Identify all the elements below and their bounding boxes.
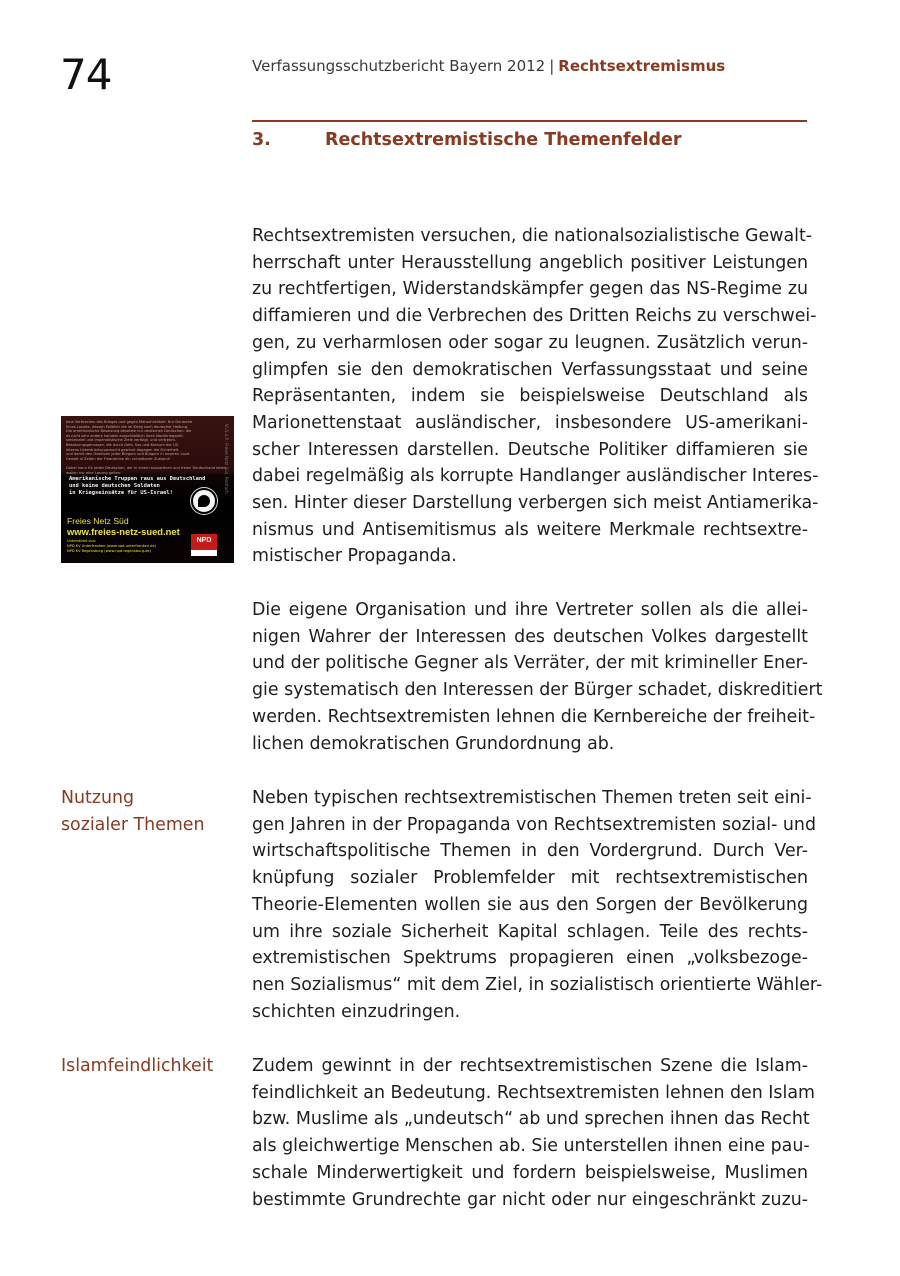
text-line: schichten einzudringen. (252, 1001, 461, 1022)
supporter-line: NPD KV Unterfranken (www.npd-unterfranken.de) (67, 543, 157, 548)
text-line: herrschaft unter Herausstellung angeblich positiver Leistungen (252, 252, 808, 273)
header-rule (252, 120, 807, 122)
text-line: scher Interessen darstellen. Deutsche Politiker diffamieren sie (252, 439, 808, 460)
flyer-text-line: Die amerikanische Besatzung besetzte nur deutschen Deutschen, die (66, 429, 192, 434)
text-line: extremistischen Spektrums propagieren einen „volksbezoge- (252, 948, 808, 969)
text-line: lichen demokratischen Grundordnung ab. (252, 733, 615, 754)
margin-note-line: sozialer Themen (61, 814, 205, 835)
text-line: wirtschaftspolitische Themen in den Vordergrund. Durch Ver- (252, 841, 808, 862)
flyer-slogan (69, 476, 205, 497)
margin-note (61, 785, 205, 838)
text-line: glimpfen sie den demokratischen Verfassungsstaat und seine (252, 359, 808, 380)
text-line: Rechtsextremisten versuchen, die nationalsozialistische Gewalt- (252, 226, 813, 246)
text-line: gen, zu verharmlosen oder sogar zu leugnen. Zusätzlich verun- (252, 332, 808, 353)
text-line: mistischer Propaganda. (252, 546, 457, 567)
flyer-text-line: Eines Landes, dessen Politiker die im Krieg nach deutscher Haltung. (66, 424, 189, 429)
flyer-url: www.freies-netz-sued.net (67, 526, 180, 537)
text-line: um ihre soziale Sicherheit Kapital schlagen. Teile des rechts- (252, 921, 808, 942)
slogan-line: und keine deutschen Soldaten (69, 483, 160, 489)
text-line: diffamieren und die Verbrechen des Dritten Reichs zu verschwei- (252, 306, 817, 327)
flyer-text-line: Daher kann für jeden Deutschen, der in einem souveränen und freien Deutschland leben (66, 465, 226, 470)
flyer-text-line: letzens Unterdrückungsmacht gewinnt dagegen die Sicherheit. (66, 447, 180, 452)
heading-title: Rechtsextremistische Themenfelder (325, 130, 682, 150)
supporter-line: NPD KV Regensburg (www.npd-regensburg.de) (67, 548, 152, 553)
text-line: und der politische Gegner als Verräter, der mit krimineller Ener- (252, 653, 808, 674)
circle-logo-icon (191, 488, 217, 514)
text-line: nismus und Antisemitismus als weitere Merkmale rechtsextre- (252, 519, 808, 540)
body-paragraph (252, 597, 823, 757)
body-paragraph (252, 785, 823, 1025)
npd-logo: NPD (191, 534, 217, 556)
margin-note (61, 1053, 213, 1080)
publication-title: Verfassungsschutzbericht Bayern 2012 (252, 57, 546, 75)
text-line: schale Minderwertigkeit und fordern beispielsweise, Muslimen (252, 1162, 808, 1183)
text-line: zu rechtfertigen, Widerstandskämpfer gegen das NS-Regime zu (252, 279, 808, 300)
flyer-org-name: Freies Netz Süd (67, 516, 129, 526)
text-line: Neben typischen rechtsextremistischen Themen treten seit eini- (252, 788, 812, 808)
chapter-heading (252, 130, 682, 150)
section-title: Rechtsextremismus (558, 57, 726, 75)
flyer-text-line: wollen nur eine Losung gelten: (66, 470, 122, 475)
slogan-line: Amerikanische Truppen raus aus Deutschland (69, 476, 206, 482)
text-line: bzw. Muslime als „undeutsch“ ab und sprechen ihnen das Recht (252, 1109, 810, 1130)
flyer-side-text: V.i.S.d.P.: Freies Netz Süd, Postfach (224, 424, 229, 494)
margin-note-line: Islamfeindlichkeit (61, 1056, 214, 1076)
running-head-separator: | (549, 57, 555, 75)
text-line: nen Sozialismus“ mit dem Ziel, in sozialistisch orientierte Wähler- (252, 974, 823, 995)
text-line: Repräsentanten, indem sie beispielsweise Deutschland als (252, 386, 808, 407)
slogan-line: in Kriegseinsätze für US-Israel! (69, 490, 173, 496)
margin-note-line: Nutzung (61, 788, 135, 808)
text-line: sen. Hinter dieser Darstellung verbergen sich meist Antiamerika- (252, 493, 819, 514)
flyer-text-line: sentenziell und imperialistische Ziele verfolgt, und vertreten. (66, 438, 177, 443)
text-line: nigen Wahrer der Interessen des deutschen Volkes dargestellt (252, 626, 808, 647)
flyer-text-line: Gewalt in Zeiten der Finanzkrise ein unhaltbarer Zustand! (66, 456, 171, 461)
flyer-text-line: Jene Verbrechen des Krieges und gegen Menschlichkeit. Nur Deutsche (66, 420, 193, 424)
text-line: als gleichwertige Menschen ab. Sie unterstellen ihnen eine pau- (252, 1136, 810, 1157)
heading-number: 3. (252, 130, 271, 150)
text-line: Marionettenstaat ausländischer, insbesondere US-amerikani- (252, 412, 808, 433)
text-line: gen Jahren in der Propaganda von Rechtsextremisten sozial- und (252, 814, 816, 835)
flyer-body-text (66, 420, 226, 475)
text-line: Zudem gewinnt in der rechtsextremistischen Szene die Islam- (252, 1056, 808, 1076)
text-line: dabei regelmäßig als korrupte Handlanger ausländischer Interes- (252, 466, 819, 487)
flyer-text-line: es nicht sehr anders handeln ausschließlich ihren Nachkriegszeit. (66, 433, 184, 438)
flyer-image (61, 416, 234, 563)
body-paragraph (252, 1053, 815, 1213)
body-paragraph (252, 223, 819, 570)
text-line: werden. Rechtsextremisten lehnen die Kernbereiche der freiheit- (252, 706, 816, 727)
supporter-line: Unterstützt von: (67, 539, 97, 543)
text-line: bestimmte Grundrechte gar nicht oder nur eingeschränkt zuzu- (252, 1189, 808, 1210)
text-line: Theorie-Elementen wollen sie aus den Sorgen der Bevölkerung (252, 894, 808, 915)
page-number: 74 (60, 50, 112, 99)
running-head (252, 57, 725, 75)
flyer-text-line: Besatzungsgenossen, die durch Geld, Sex und Konsum der US. (66, 442, 180, 447)
flyer-supporters (67, 539, 156, 553)
flyer-text-line: und damit den Gesetzen jeder Bürgers und Bürgern in unseren Land. (66, 452, 191, 457)
text-line: knüpfung sozialer Problemfelder mit rechtsextremistischen (252, 868, 808, 889)
text-line: Die eigene Organisation und ihre Vertreter sollen als die allei- (252, 600, 808, 620)
text-line: feindlichkeit an Bedeutung. Rechtsextremisten lehnen den Islam (252, 1082, 815, 1103)
text-line: gie systematisch den Interessen der Bürger schadet, diskreditiert (252, 680, 823, 701)
